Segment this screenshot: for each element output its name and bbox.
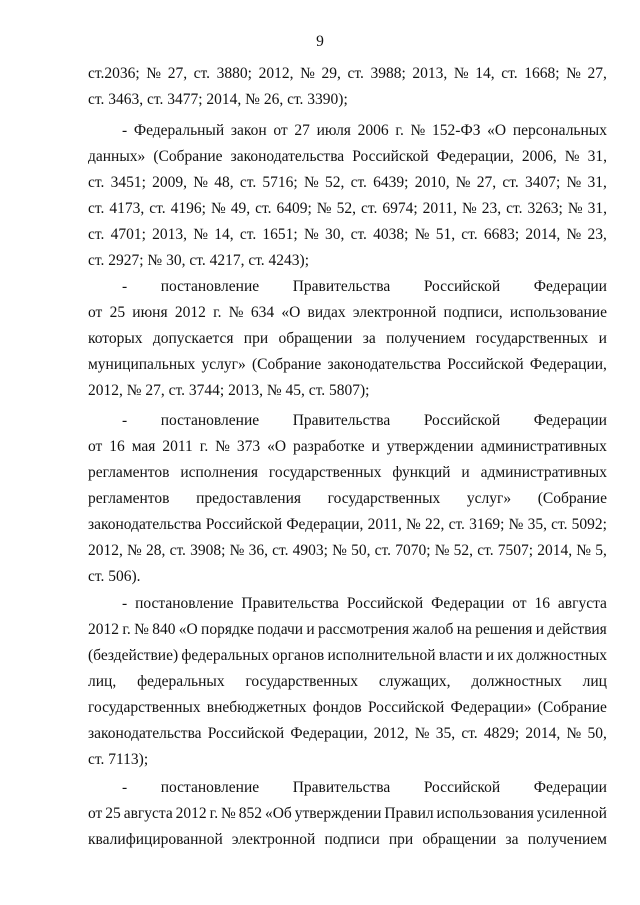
word: - <box>122 278 128 295</box>
word: утверждении <box>386 438 474 455</box>
word: 2012, <box>88 542 123 559</box>
word: г. <box>213 304 222 321</box>
word: ст. <box>350 226 367 243</box>
word: г. <box>122 621 131 638</box>
word: 6974; <box>382 200 418 217</box>
word: 2013, <box>412 65 448 82</box>
word: 7070; <box>395 542 431 559</box>
word: данных» <box>88 148 146 165</box>
word: 4196; <box>170 200 206 217</box>
word: 4173, <box>109 200 145 217</box>
word: ст. <box>149 200 166 217</box>
word: Федерации, <box>290 725 368 742</box>
word: 52, <box>324 174 345 191</box>
word: № <box>566 226 582 243</box>
word: ст.2036; <box>88 65 140 82</box>
word: 27 <box>294 122 310 139</box>
word: ст. <box>477 542 494 559</box>
word: Российской <box>423 412 501 429</box>
word: 25 <box>105 805 121 822</box>
word: от <box>88 438 103 455</box>
word: 2012 <box>88 621 119 638</box>
word: г. <box>199 438 209 455</box>
word: государственных <box>268 464 382 481</box>
word: 840 <box>152 621 176 638</box>
word: 27, <box>587 65 607 82</box>
word: 50, <box>587 725 607 742</box>
word: услуг» <box>466 490 512 507</box>
word: 3880; <box>216 65 252 82</box>
word: за <box>362 330 376 347</box>
word: № <box>566 174 582 191</box>
word: исполнения <box>180 464 258 481</box>
word: Федерации <box>533 779 607 796</box>
word: федеральных <box>137 673 225 690</box>
word: ст. <box>350 174 367 191</box>
word: 31, <box>587 148 607 165</box>
word: 27, <box>476 174 497 191</box>
word: Федерации <box>431 595 505 612</box>
word: 3451; <box>110 174 146 191</box>
word: порядке <box>201 621 254 638</box>
word: 1651; <box>262 226 298 243</box>
text-line <box>88 353 607 377</box>
word: (Собрание <box>537 699 607 716</box>
word: г. <box>395 122 404 139</box>
word: № <box>567 200 583 217</box>
word: № <box>316 200 332 217</box>
word: квалифицированной <box>88 831 223 848</box>
word: получением <box>527 831 607 848</box>
word: ст. <box>347 65 364 82</box>
list-item-line <box>122 119 607 143</box>
word: от <box>88 805 103 822</box>
word: 2012, <box>373 725 409 742</box>
text-line <box>88 828 607 852</box>
word: ст. <box>193 65 211 82</box>
word: «О <box>178 621 198 638</box>
word: Правительства <box>292 278 391 295</box>
word: Правительства <box>241 595 339 612</box>
text-line <box>88 670 607 694</box>
word: 852 <box>238 805 263 822</box>
word: Российской <box>207 725 285 742</box>
word: Правительства <box>292 779 391 796</box>
word: № <box>566 725 582 742</box>
text-line <box>88 145 607 169</box>
word: Правительства <box>292 412 391 429</box>
word: ст. <box>506 200 523 217</box>
word: г. <box>209 805 219 822</box>
list-item-line <box>122 592 607 616</box>
word: № <box>564 148 580 165</box>
word: № <box>221 805 236 822</box>
word: 29, <box>321 65 341 82</box>
word: Российской <box>352 148 429 165</box>
word: Федеральный <box>133 122 225 139</box>
word: Федерации <box>533 278 607 295</box>
word: № <box>303 226 319 243</box>
word: 16 <box>534 595 550 612</box>
word: июля <box>316 122 351 139</box>
word: 48, <box>214 174 234 191</box>
word: постановление <box>160 278 260 295</box>
word: 49, <box>230 200 251 217</box>
text-line: ст. 2927; № 30, ст. 4217, ст. 4243); <box>88 252 310 269</box>
word: № <box>576 542 592 559</box>
word: 4903; <box>292 542 328 559</box>
word: ст. <box>88 226 105 243</box>
word: 2013, <box>152 226 187 243</box>
word: и <box>598 330 607 347</box>
word: ст. <box>88 174 105 191</box>
word: (Собрание <box>153 148 223 165</box>
word: законодательства <box>230 148 345 165</box>
word: ст. <box>501 65 518 82</box>
word: Федерации, <box>436 148 514 165</box>
word: государственных <box>475 330 589 347</box>
word: июня <box>132 304 168 321</box>
word: 22, <box>425 516 445 533</box>
word: № <box>229 542 245 559</box>
word: № <box>414 725 430 742</box>
word: № <box>228 304 244 321</box>
word: исполнительной <box>327 647 436 664</box>
word: ст. <box>502 174 519 191</box>
page-number: 9 <box>316 33 324 50</box>
word: 14, <box>475 65 495 82</box>
word: 52, <box>453 542 474 559</box>
word: № <box>210 200 226 217</box>
word: административных <box>480 464 607 481</box>
word: услуг» <box>201 356 246 373</box>
text-line <box>88 487 607 511</box>
word: Федерации <box>533 412 607 429</box>
word: 3263; <box>527 200 563 217</box>
word: федеральных <box>181 647 269 664</box>
word: № <box>508 516 524 533</box>
text-line <box>88 327 607 351</box>
word: № <box>215 438 230 455</box>
word: законодательства <box>327 356 442 373</box>
text-line: ст. 7113); <box>88 751 149 768</box>
word: 28, <box>146 542 166 559</box>
word: 35, <box>527 516 547 533</box>
word: ст. <box>239 174 257 191</box>
word: постановление <box>135 595 234 612</box>
word: ст. <box>88 200 105 217</box>
word: 2014, <box>525 725 561 742</box>
word: 36, <box>248 542 268 559</box>
text-line <box>88 644 607 668</box>
word: № <box>193 226 209 243</box>
word: на <box>456 621 472 638</box>
word: утверждении <box>294 805 382 822</box>
word: и <box>535 621 545 638</box>
word: 5716; <box>262 174 298 191</box>
word: 2012, <box>258 65 294 82</box>
word: 2010, <box>414 174 450 191</box>
word: усиленной <box>536 805 607 822</box>
word: 2006 <box>357 122 389 139</box>
word: 2014, <box>537 542 573 559</box>
word: подписи <box>324 831 380 848</box>
text-line <box>88 618 607 642</box>
text-line <box>88 197 607 221</box>
word: разработке <box>292 438 365 455</box>
word: при <box>243 330 269 347</box>
word: № <box>461 200 477 217</box>
text-line <box>88 696 607 720</box>
word: государственных <box>88 699 201 716</box>
text-line <box>88 301 607 325</box>
word: служащих, <box>378 673 451 690</box>
word: должностных <box>516 647 607 664</box>
word: № <box>566 65 581 82</box>
word: «Об <box>264 805 292 822</box>
word: 4701; <box>110 226 146 243</box>
word: 23, <box>587 226 607 243</box>
word: 6683; <box>483 226 520 243</box>
word: ст. <box>360 200 378 217</box>
word: обращении <box>422 831 497 848</box>
word: (бездействие) <box>88 647 179 664</box>
word: постановление <box>160 412 260 429</box>
word: 6409; <box>276 200 312 217</box>
word: № <box>414 226 430 243</box>
word: августа <box>557 595 607 612</box>
word: 7507; <box>497 542 534 559</box>
text-line <box>88 513 607 537</box>
word: № <box>146 65 162 82</box>
word: обращении <box>278 330 353 347</box>
word: за <box>505 831 519 848</box>
word: 52, <box>336 200 356 217</box>
word: 50, <box>351 542 371 559</box>
word: 51, <box>435 226 456 243</box>
word: органов <box>272 647 325 664</box>
word: действия <box>547 621 607 638</box>
word: Российской <box>346 595 424 612</box>
word: и <box>485 647 495 664</box>
word: жалоб <box>412 621 454 638</box>
word: 2012 <box>175 805 207 822</box>
word: должностных <box>471 673 562 690</box>
word: от <box>512 595 527 612</box>
word: получением <box>386 330 466 347</box>
word: 27, <box>167 65 188 82</box>
word: Правил <box>384 805 434 822</box>
word: № <box>134 621 149 638</box>
word: (Собрание <box>537 490 607 507</box>
word: видах <box>307 304 346 321</box>
word: № <box>193 174 209 191</box>
word: предоставления <box>196 490 301 507</box>
word: ст. <box>255 200 272 217</box>
word: 23, <box>481 200 502 217</box>
word: Российской <box>367 699 445 716</box>
word: 35, <box>435 725 456 742</box>
word: 152-ФЗ <box>432 122 481 139</box>
text-line <box>88 461 607 485</box>
word: № <box>332 542 347 559</box>
word: августа <box>123 805 173 822</box>
text-line: ст. 506). <box>88 568 141 585</box>
word: лиц, <box>88 673 117 690</box>
word: подачи <box>257 621 304 638</box>
word: ст. <box>169 542 186 559</box>
word: административных <box>480 438 607 455</box>
word: 16 <box>109 438 125 455</box>
word: 31, <box>587 174 607 191</box>
word: от <box>273 122 288 139</box>
word: № <box>453 65 469 82</box>
word: постановление <box>160 779 260 796</box>
word: 3908; <box>190 542 226 559</box>
word: Российской <box>205 516 283 533</box>
text-line <box>88 802 607 826</box>
word: 4038; <box>373 226 409 243</box>
word: ст. <box>448 516 465 533</box>
word: 373 <box>236 438 261 455</box>
word: - <box>122 595 128 612</box>
text-line <box>88 62 607 86</box>
word: Федерации, <box>286 516 364 533</box>
text-line: 2012, № 27, ст. 3744; 2013, № 45, ст. 5807); <box>88 382 370 399</box>
word: использование <box>509 304 607 321</box>
word: 2012 <box>174 304 206 321</box>
word: электронной <box>352 304 437 321</box>
word: их <box>497 647 514 664</box>
word: 2009, <box>152 174 187 191</box>
word: регламентов <box>88 490 170 507</box>
word: законодательства <box>88 516 202 533</box>
text-line <box>88 539 607 563</box>
list-item-line <box>122 409 607 433</box>
word: Федерации, <box>529 356 607 373</box>
word: № <box>406 516 421 533</box>
word: (Собрание <box>251 356 322 373</box>
word: 30, <box>324 226 345 243</box>
word: «О <box>487 122 507 139</box>
word: допускается <box>152 330 234 347</box>
word: законодательства <box>88 725 202 742</box>
word: № <box>127 542 142 559</box>
word: использования <box>436 805 534 822</box>
word: 2011 <box>162 438 193 455</box>
word: и <box>306 621 315 638</box>
word: подписи, <box>443 304 503 321</box>
word: 634 <box>250 304 275 321</box>
word: 5, <box>595 542 607 559</box>
text-line <box>88 722 607 746</box>
word: при <box>388 831 414 848</box>
word: 2011, <box>422 200 457 217</box>
word: 1668; <box>524 65 560 82</box>
word: решения <box>475 621 533 638</box>
word: фондов <box>312 699 362 716</box>
word: рассмотрения <box>317 621 410 638</box>
word: ст. <box>374 542 392 559</box>
word: электронной <box>231 831 316 848</box>
word: - <box>122 412 128 429</box>
word: внебюджетных <box>206 699 307 716</box>
word: 6439; <box>373 174 409 191</box>
word: 3169; <box>469 516 505 533</box>
word: муниципальных <box>88 356 196 373</box>
word: «О <box>267 438 287 455</box>
word: 2006, <box>521 148 557 165</box>
word: ст. <box>461 725 478 742</box>
word: ст. <box>272 542 289 559</box>
word: № <box>303 174 319 191</box>
word: 2011, <box>367 516 402 533</box>
word: ст. <box>239 226 257 243</box>
word: Федерации» <box>450 699 532 716</box>
word: 3988; <box>370 65 406 82</box>
word: лиц <box>582 673 607 690</box>
word: Российской <box>423 779 501 796</box>
word: - <box>122 779 128 796</box>
word: 31, <box>587 200 607 217</box>
word: 25 <box>109 304 126 321</box>
list-item-line <box>122 776 607 800</box>
list-item-line <box>122 275 607 299</box>
word: 3407; <box>524 174 561 191</box>
text-line: ст. 3463, ст. 3477; 2014, № 26, ст. 3390); <box>88 91 348 108</box>
word: которых <box>88 330 143 347</box>
word: и <box>461 464 470 481</box>
word: Российской <box>423 278 501 295</box>
word: персональных <box>512 122 607 139</box>
word: от <box>88 304 103 321</box>
word: 2014, <box>525 226 561 243</box>
word: № <box>434 542 450 559</box>
word: 4829; <box>483 725 520 742</box>
text-line <box>88 171 607 195</box>
text-line <box>88 223 607 247</box>
word: и <box>371 438 380 455</box>
word: функций <box>392 464 451 481</box>
word: регламентов <box>88 464 170 481</box>
word: государственных <box>245 673 359 690</box>
word: мая <box>131 438 156 455</box>
word: «О <box>281 304 301 321</box>
word: закон <box>230 122 267 139</box>
word: государственных <box>327 490 441 507</box>
text-line <box>88 435 607 459</box>
word: ст. <box>551 516 568 533</box>
word: Российской <box>447 356 524 373</box>
word: № <box>300 65 315 82</box>
word: - <box>122 122 128 139</box>
word: власти <box>438 647 483 664</box>
word: 14, <box>214 226 234 243</box>
word: 5092; <box>571 516 607 533</box>
word: № <box>455 174 471 191</box>
word: № <box>410 122 426 139</box>
word: ст. <box>461 226 478 243</box>
